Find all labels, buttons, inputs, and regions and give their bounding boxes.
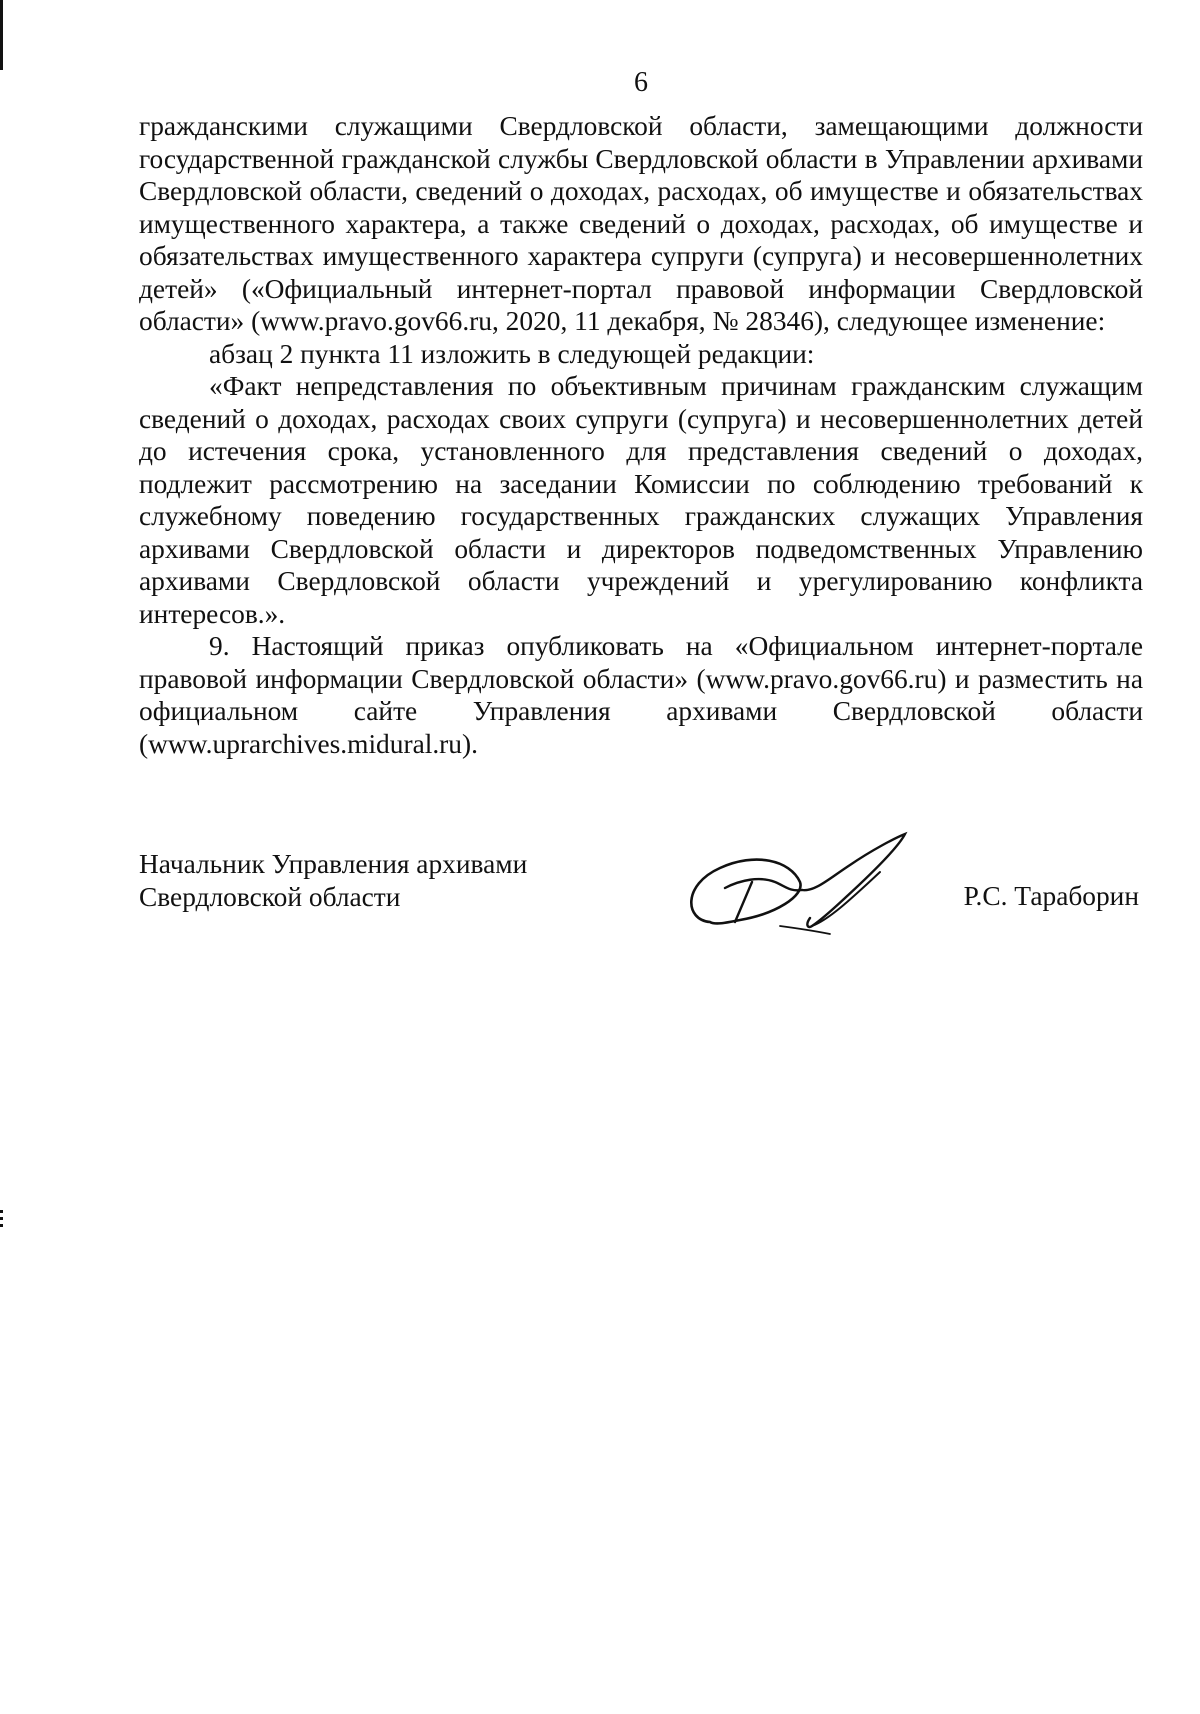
paragraph-continuation: гражданскими служащими Свердловской области, замещающими должности государственной гражданской службы Свердловской области в Управлении архивами Свердловской области, сведений о доходах, расходах, об имуществе и обязательствах имущественного характера, а также сведений о доходах, расходах, об имуществе и обязательствах имущественного характера супруги (супруга) и несовершеннолетних детей» («Официальный интернет-портал правовой информации Свердловской области» (www.pravo.gov66.ru, 2020, 11 декабря, № 28346), следующее изменение: <box>139 111 1143 336</box>
signature-block <box>139 848 1143 948</box>
paragraph-amendment-text: «Факт непредставления по объективным причинам гражданским служащим сведений о доходах, расходах своих супруги (супруга) и несовершеннолетних детей до истечения срока, установленного для представления сведений о доходах, подлежит рассмотрению на заседании Комиссии по соблюдению требований к служебному поведению государственных гражданских служащих Управления архивами Свердловской области и директоров подведомственных Управлению архивами Свердловской области учреждений и урегулированию конфликта интересов.». <box>139 371 1143 629</box>
paragraph-item-9: 9. Настоящий приказ опубликовать на «Официальном интернет-портале правовой информации Свердловской области» (www.pravo.gov66.ru) и разместить на официальном сайте Управления архивами Свердловской области (www.uprarchives.midural.ru). <box>139 631 1143 759</box>
signatory-position <box>139 848 639 913</box>
document-body <box>139 110 1143 760</box>
scan-edge-mark <box>0 0 3 70</box>
scan-edge-mark <box>0 1210 3 1230</box>
signatory-position-line: Свердловской области <box>139 881 401 912</box>
signatory-name: Р.С. Тараборин <box>963 881 1139 911</box>
signatory-position-line: Начальник Управления архивами <box>139 849 528 879</box>
paragraph-amendment-intro: абзац 2 пункта 11 изложить в следующей редакции: <box>209 338 815 369</box>
page-number: 6 <box>634 67 648 98</box>
handwritten-signature <box>680 830 920 940</box>
